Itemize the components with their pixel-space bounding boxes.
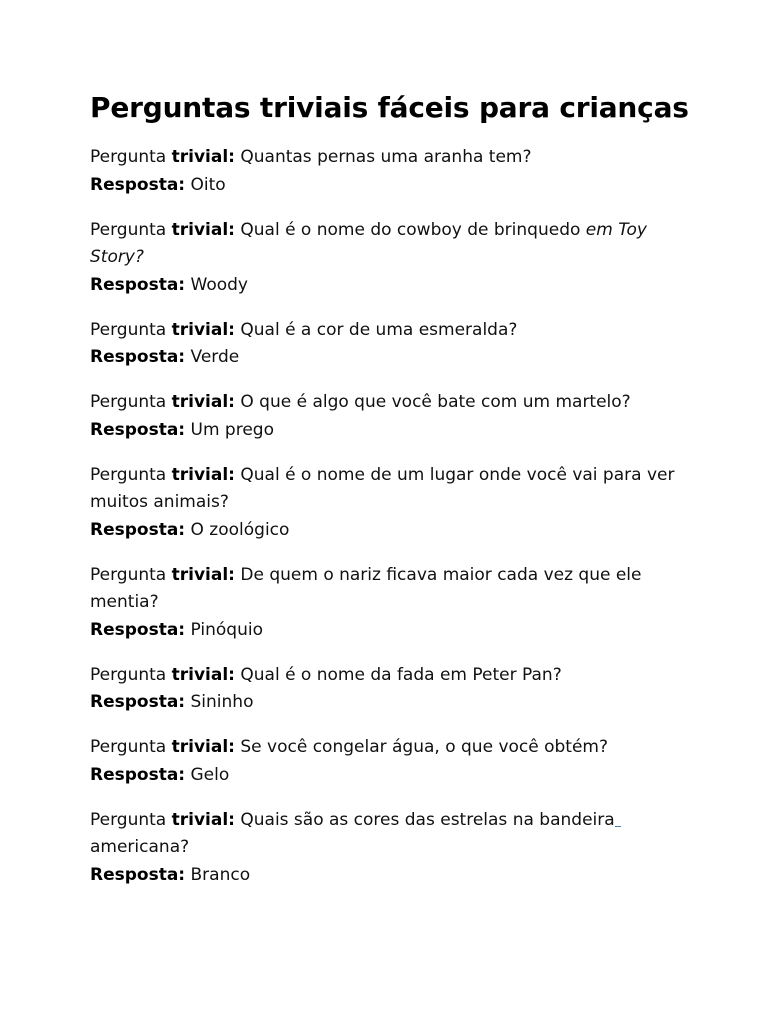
answer-label: Resposta: xyxy=(90,419,186,440)
question-line xyxy=(90,389,690,417)
question-text: De quem o nariz ficava maior cada vez que ele mentia? xyxy=(90,564,642,612)
question-prefix: Pergunta xyxy=(90,319,172,340)
answer-line xyxy=(90,344,690,372)
answer-line xyxy=(90,617,690,645)
question-line xyxy=(90,317,690,345)
trivia-item xyxy=(90,144,690,199)
answer-label: Resposta: xyxy=(90,519,186,540)
answer-text: Um prego xyxy=(185,419,274,440)
question-prefix: Pergunta xyxy=(90,219,172,240)
question-label: trivial: xyxy=(171,564,235,585)
question-text: Qual é o nome do cowboy de brinquedo xyxy=(234,219,586,240)
page-title: Perguntas triviais fáceis para crianças xyxy=(90,91,689,124)
answer-label: Resposta: xyxy=(90,864,186,885)
trivia-item xyxy=(90,462,690,545)
question-label: trivial: xyxy=(171,147,235,167)
question-label: trivial: xyxy=(171,737,235,757)
answer-text: Sininho xyxy=(185,692,254,712)
answer-label: Resposta: xyxy=(90,764,186,785)
answer-text: Branco xyxy=(185,864,251,885)
trivia-item xyxy=(90,217,690,300)
question-prefix: Pergunta xyxy=(90,464,172,485)
answer-line xyxy=(90,689,690,717)
trivia-item xyxy=(90,807,690,890)
question-text-continued: americana? xyxy=(90,837,190,857)
question-line xyxy=(90,662,690,690)
answer-label: Resposta: xyxy=(90,347,186,367)
answer-line xyxy=(90,272,690,300)
question-label: trivial: xyxy=(171,664,235,685)
answer-text: Gelo xyxy=(185,764,230,785)
question-line xyxy=(90,462,690,517)
trivia-item xyxy=(90,562,690,645)
question-text: Qual é o nome de um lugar onde você vai para ver muitos animais? xyxy=(90,464,675,512)
question-label: trivial: xyxy=(171,219,235,240)
question-text: Qual é a cor de uma esmeralda? xyxy=(234,319,518,340)
answer-label: Resposta: xyxy=(90,274,186,295)
answer-text: Oito xyxy=(185,174,226,195)
answer-line xyxy=(90,862,690,890)
question-line xyxy=(90,562,690,617)
answer-text: Woody xyxy=(185,274,248,295)
answer-line xyxy=(90,417,690,445)
question-text: Quais são as cores das estrelas na bandeira xyxy=(234,809,615,830)
question-prefix: Pergunta xyxy=(90,809,172,830)
answer-label: Resposta: xyxy=(90,619,186,640)
answer-text: O zoológico xyxy=(185,519,290,540)
question-text: Se você congelar água, o que você obtém? xyxy=(234,737,609,757)
trivia-item xyxy=(90,734,690,789)
question-prefix: Pergunta xyxy=(90,737,172,757)
question-line xyxy=(90,217,690,272)
question-line xyxy=(90,807,690,862)
answer-line xyxy=(90,762,690,790)
trivia-item xyxy=(90,317,690,372)
answer-label: Resposta: xyxy=(90,692,186,712)
question-label: trivial: xyxy=(171,319,235,340)
question-label: trivial: xyxy=(171,464,235,485)
trivia-item xyxy=(90,389,690,444)
question-text-italic: em Toy Story? xyxy=(90,219,647,267)
question-text: Quantas pernas uma aranha tem? xyxy=(234,147,532,167)
trivia-item xyxy=(90,662,690,717)
question-line xyxy=(90,144,690,172)
answer-text: Pinóquio xyxy=(185,619,263,640)
answer-label: Resposta: xyxy=(90,174,186,195)
question-label: trivial: xyxy=(171,809,235,830)
answer-line xyxy=(90,172,690,200)
question-line xyxy=(90,734,690,762)
question-prefix: Pergunta xyxy=(90,147,172,167)
question-prefix: Pergunta xyxy=(90,392,172,412)
question-text: Qual é o nome da fada em Peter Pan? xyxy=(234,664,562,685)
question-prefix: Pergunta xyxy=(90,664,172,685)
question-text: O que é algo que você bate com um martelo? xyxy=(234,392,631,412)
answer-text: Verde xyxy=(185,347,240,367)
answer-line xyxy=(90,517,690,545)
question-label: trivial: xyxy=(171,392,235,412)
document-page xyxy=(90,88,690,907)
question-prefix: Pergunta xyxy=(90,564,172,585)
hyperlink-marker[interactable] xyxy=(615,826,621,827)
